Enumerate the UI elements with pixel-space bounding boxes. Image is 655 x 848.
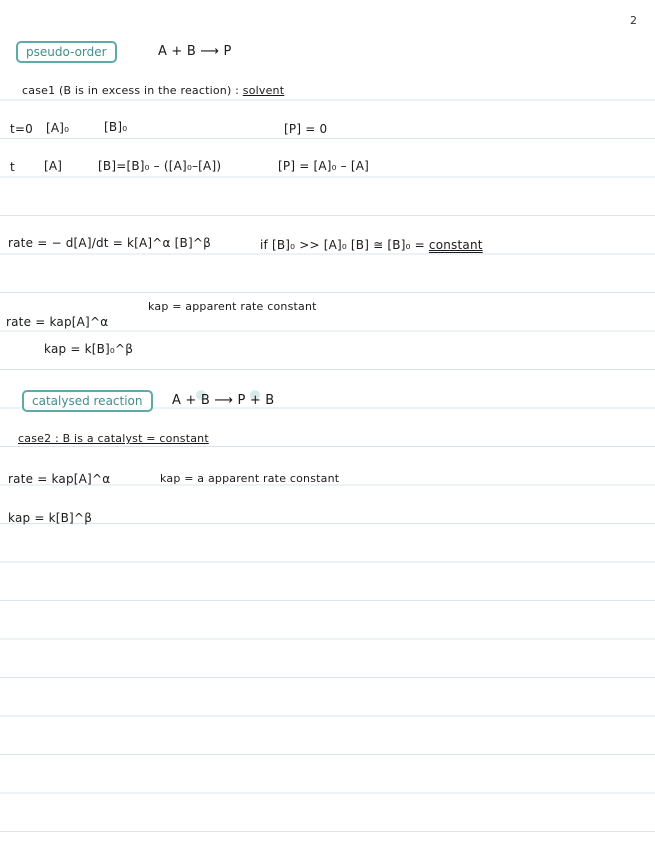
catalysed-reaction: A + B ⟶ P + B	[172, 393, 275, 408]
kap-definition: kap = apparent rate constant	[148, 300, 317, 313]
case1-title: case1 (B is in excess in the reaction) : solvent	[22, 84, 285, 97]
if-constant: constant	[428, 238, 483, 252]
t-label: t	[10, 160, 15, 174]
t-b: [B]=[B]₀ – ([A]₀–[A])	[98, 159, 222, 173]
t0-b: [B]₀	[104, 120, 128, 134]
catalysed-kap-equation: kap = k[B]^β	[8, 511, 93, 525]
catalysed-kap-definition: kap = a apparent rate constant	[160, 472, 340, 485]
catalysed-reaction-tag: catalysed reaction	[22, 390, 153, 412]
pseudo-reaction: A + B ⟶ P	[158, 44, 232, 59]
case1-solvent: solvent	[242, 84, 285, 97]
t0-a: [A]₀	[46, 121, 70, 135]
kap-equation: kap = k[B]₀^β	[44, 342, 134, 356]
case2-title: case2 : B is a catalyst = constant	[18, 432, 209, 445]
if-condition: if [B]₀ >> [A]₀ [B] ≅ [B]₀ = constant	[260, 238, 483, 252]
catalysed-rate-eq: rate = kap[A]^α	[8, 472, 111, 486]
rate-equation: rate = − d[A]/dt = k[A]^α [B]^β	[8, 236, 211, 250]
pseudo-order-tag: pseudo-order	[16, 41, 117, 63]
rate-kap-eq: rate = kap[A]^α	[6, 315, 109, 329]
t-p: [P] = [A]₀ – [A]	[278, 159, 370, 173]
page-number: 2	[630, 14, 637, 27]
t0-p: [P] = 0	[284, 122, 328, 136]
t0-label: t=0	[10, 122, 33, 136]
t-a: [A]	[44, 159, 63, 173]
case2-constant: constant	[159, 432, 209, 445]
